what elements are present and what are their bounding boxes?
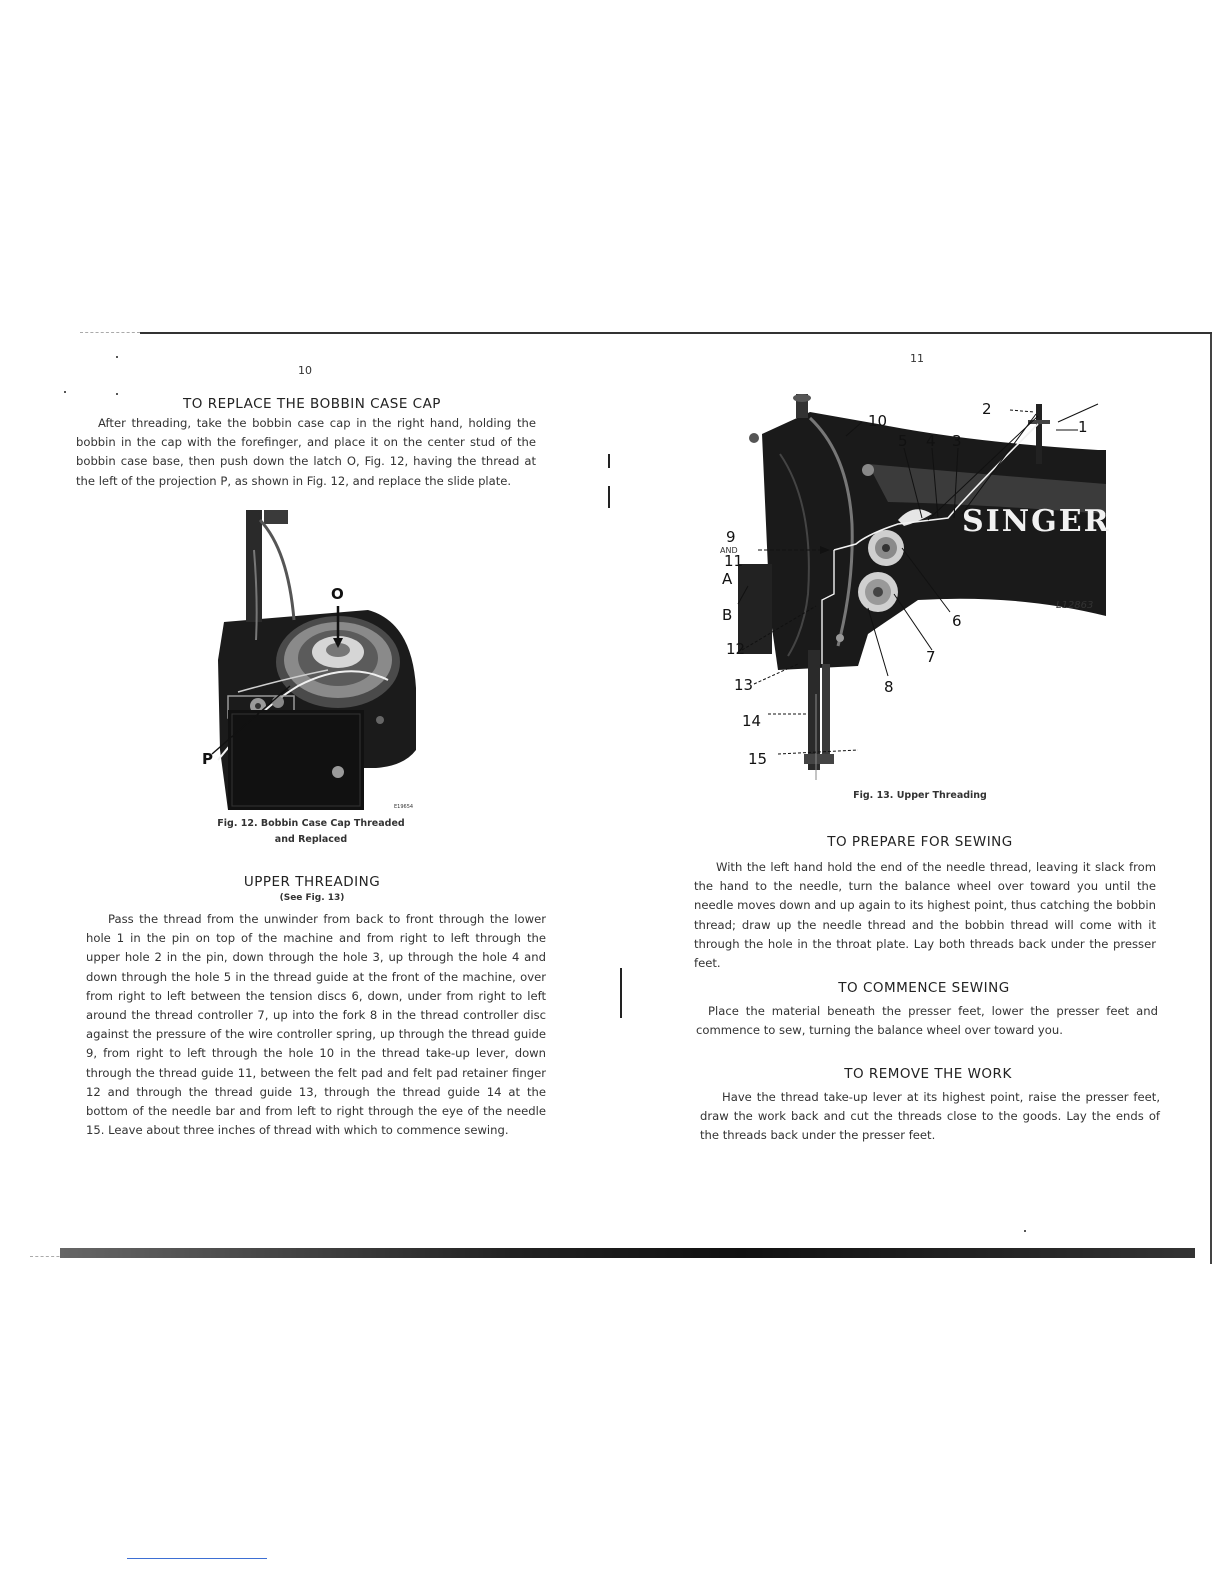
callout-7: 7	[926, 648, 936, 666]
callout-5: 5	[898, 432, 908, 450]
callout-8: 8	[884, 678, 894, 696]
figure-13-upper-threading	[718, 394, 1110, 780]
callout-3: 3	[952, 432, 962, 450]
callout-13: 13	[734, 676, 754, 694]
top-rule-dashed	[80, 332, 140, 334]
heading-upper-threading: UPPER THREADING	[243, 874, 381, 890]
figure-12-caption	[200, 816, 422, 848]
heading-prepare-for-sewing: TO PREPARE FOR SEWING	[827, 834, 1013, 850]
stray-dot	[1024, 1230, 1026, 1232]
figure-13-plate-number: L12863	[1056, 600, 1094, 611]
heading-commence-sewing: TO COMMENCE SEWING	[838, 980, 1010, 996]
callout-b: B	[722, 606, 733, 624]
paragraph-commence-sewing: Place the material beneath the presser feet, lower the presser feet and commence to sew, turning the balance wheel over toward you.	[696, 1004, 1158, 1038]
sewing-machine-head-illustration	[718, 394, 1110, 780]
paragraph-prepare-for-sewing: With the left hand hold the end of the needle thread, leaving it slack from the hand to the needle, turn the balance wheel over toward you until the needle moves down and up again to its highest point, thus catching the bobbin thread; draw up the needle thread and the bobbin thread will come with it through the hole in the throat plate. Lay both threads back under the presser feet.	[694, 860, 1156, 971]
paragraph-replace-bobbin-case-cap: After threading, take the bobbin case cap in the right hand, holding the bobbin in the cap with the forefinger, and place it on the center stud of the bobbin case base, then push down the latch O, Fig. 12, having the thread at the left of the projection P, as shown in Fig. 12, and replace the slide plate.	[76, 416, 536, 488]
top-rule	[140, 332, 1212, 334]
stray-dot	[116, 356, 118, 358]
callout-2: 2	[982, 400, 992, 418]
gutter-mark	[608, 486, 610, 508]
paragraph-upper-threading: Pass the thread from the unwinder from back to front through the lower hole 1 in the pin on top of the machine and from right to left through the upper hole 2 in the pin, down through the hole 3, up through the hole 4 and down through the hole 5 in the thread guide at the front of the machine, over from right to left between the tension discs 6, down, under from right to left around the thread controller 7, up into the fork 8 in the thread controller disc against the pressure of the wire controller spring, up through the thread guide 9, from right to left through the hole 10 in the thread take-up lever, down through the thread guide 11, between the felt pad and felt pad retainer finger 12 and through the thread guide 13, through the thread guide 14 at the bottom of the needle bar and from left to right through the eye of the needle 15. Leave about three inches of thread with which to commence sewing.	[86, 912, 546, 1138]
bottom-rule	[60, 1248, 1195, 1258]
figure-12-caption-line2: and Replaced	[274, 834, 348, 845]
figure-13-caption: Fig. 13. Upper Threading	[853, 790, 987, 801]
stray-dot	[64, 391, 66, 393]
callout-9: 9	[726, 528, 736, 546]
heading-remove-the-work: TO REMOVE THE WORK	[844, 1066, 1012, 1082]
callout-6: 6	[952, 612, 962, 630]
page-number-right: 11	[910, 352, 924, 365]
callout-4: 4	[926, 432, 936, 450]
callout-14: 14	[742, 712, 762, 730]
callout-and: AND	[720, 546, 738, 555]
page-number-left: 10	[298, 364, 312, 377]
callout-a: A	[722, 570, 733, 588]
singer-brand-logo: SINGER	[962, 504, 1111, 539]
callout-12: 12	[726, 640, 746, 658]
stray-dot	[116, 393, 118, 395]
gutter-mark	[620, 968, 622, 1018]
bobbin-case-illustration	[198, 510, 430, 815]
figure-12-bobbin-case	[198, 510, 430, 815]
callout-1: 1	[1078, 418, 1088, 436]
callout-11: 11	[724, 552, 744, 570]
callout-15: 15	[748, 750, 768, 768]
footer-link-line	[127, 1558, 267, 1559]
right-edge-line	[1210, 334, 1212, 1264]
callout-10: 10	[868, 412, 888, 430]
subheading-see-fig-13: (See Fig. 13)	[279, 893, 345, 903]
figure-12-label-p: P	[202, 750, 213, 768]
heading-replace-bobbin-case-cap: TO REPLACE THE BOBBIN CASE CAP	[183, 396, 441, 412]
paragraph-remove-the-work: Have the thread take-up lever at its highest point, raise the presser feet, draw the work back and cut the threads close to the goods. Lay the ends of the threads back under the presser feet.	[700, 1090, 1160, 1143]
gutter-mark	[608, 454, 610, 468]
figure-12-label-o: O	[331, 585, 344, 603]
figure-12-plate-number: E19654	[394, 804, 414, 810]
figure-12-caption-line1: Fig. 12. Bobbin Case Cap Threaded	[217, 818, 405, 829]
